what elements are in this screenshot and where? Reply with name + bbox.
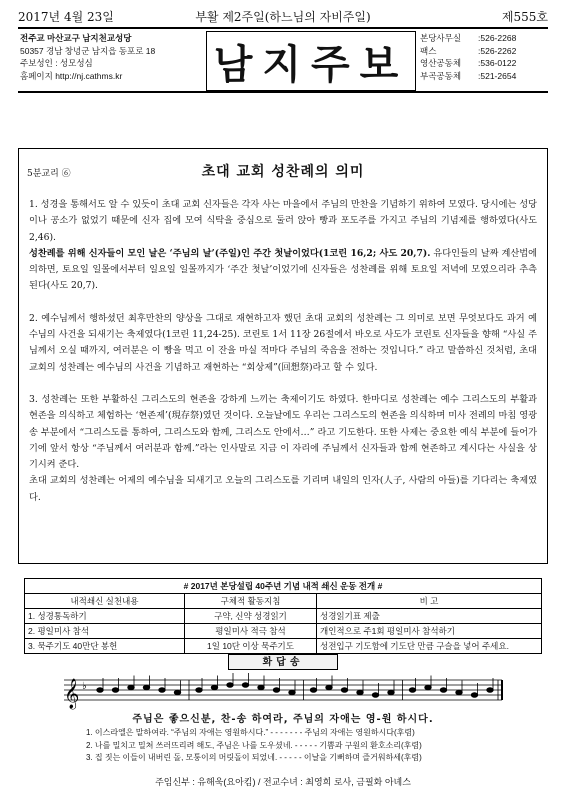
- psalm-verses: [86, 727, 422, 765]
- campaign-title: # 2017년 본당설립 40주년 기념 내적 쇄신 운동 전개 #: [24, 578, 542, 593]
- contact-value: 521-2654: [480, 70, 517, 81]
- note-head: [487, 688, 493, 693]
- paragraph-emphasis: 성찬례를 위해 신자들이 모인 날은 ‘주님의 날’(주일)인 주간 첫날이었다(1코린 16,2; 사도 20,7).: [29, 247, 431, 259]
- article-body: [29, 197, 537, 506]
- table-cell: 2. 평일미사 참석: [25, 624, 185, 639]
- psalm-verse: 1. 이스라엘은 말하여라. “주님의 자애는 영원하시다.” - - - - - - - 주님의 자애는 영원하시다(후렴): [86, 728, 415, 737]
- paragraph-2: 2. 예수님께서 행하셨던 최후만찬의 양상을 그대로 재현하고자 했던 초대 교회의 성찬례는 그 의미로 보면 무엇보다도 과거 예수님의 사건을 되새기는 축제였다(1코린 11,24-25). 코린토 1서 11장 26절에서 바오로 사도가 코린토 신자들을 향해 “사실 주님께서 오실 때까지, 여러분은 이 빵을 먹고 이 잔을 마실 적마다 주님의 죽음을 전하는 것입니다.” 라고 말씀하신 것처럼, 초대 교회의 성찬례는 예수님의 사건을 기념하고 재현하는 “회상제”(回想祭)라고 할 수 있다.: [29, 312, 537, 373]
- series-label: 5분교리 ⑥: [27, 169, 71, 179]
- note-head: [357, 690, 363, 695]
- column-header: 비 고: [317, 594, 542, 609]
- table-cell: 1일 10단 이상 묵주기도: [185, 639, 317, 654]
- paragraph-text: 유다인들의 날짜 계산법에 의하면, 토요일 일몰에서부터 일요일 일몰까지가 ‘주간 첫날’이었기에 신자들은 성찬례를 위해 토요일 저녁에 모였으리라 추측된다(사도 20,7).: [29, 247, 538, 292]
- contact-label: 본당사무실: [420, 33, 462, 43]
- contact-list: [420, 32, 546, 82]
- note-head: [471, 693, 477, 698]
- note-head: [196, 688, 202, 693]
- paragraph-1: [29, 197, 537, 295]
- note-head: [326, 685, 332, 690]
- treble-clef-icon: 𝄞: [64, 679, 80, 709]
- catechism-article: [18, 148, 548, 564]
- contact-label: 영산공동체: [420, 58, 462, 69]
- psalm-verse: 2. 나를 밀치고 밀쳐 쓰러뜨리려 해도, 주님은 나를 도우셨네. - - - - - 기쁨과 구원의 환호소리(후렴): [86, 740, 422, 750]
- note-head: [440, 688, 446, 693]
- note-head: [159, 688, 165, 693]
- contact-label: 부곡공동체: [420, 70, 462, 81]
- note-head: [273, 688, 279, 693]
- note-head: [227, 683, 233, 688]
- note-head: [425, 685, 431, 690]
- paragraph-text: 1. 성경을 통해서도 알 수 있듯이 초대 교회 신자들은 각자 사는 마을에서 주님의 만찬을 기념하기 위하여 모였다. 당시에는 성당이나 공소가 없었기 때문에 신자 집에 모여 식탁을 중심으로 둘러 앉아 빵과 포도주를 가지고 주님의 기념제를 행하였다(사도 2,46).: [29, 199, 538, 243]
- note-head: [97, 688, 103, 693]
- psalm-refrain: 주님은 좋으신분, 찬-송 하여라, 주님의 자애는 영-원 하시다.: [132, 714, 434, 725]
- note-head: [341, 688, 347, 693]
- contact-row: 부곡공동체 : 521-2654: [420, 70, 517, 81]
- contact-label: 팩스: [420, 45, 437, 56]
- flat-icon: ♭: [82, 681, 87, 692]
- table-row: [25, 609, 542, 624]
- note-head: [242, 683, 248, 688]
- table-cell: 구약, 신약 성경읽기: [185, 609, 317, 624]
- note-head: [112, 688, 118, 693]
- article-title: 초대 교회 성찬례의 의미: [201, 164, 365, 180]
- paragraph-4: 초대 교회의 성찬례는 어제의 예수님을 되새기고 오늘의 그리스도를 기리며 내일의 인자(人子, 사람의 아들)를 기다리는 축제였다.: [29, 475, 537, 503]
- note-head: [143, 685, 149, 690]
- clergy-footer: 주임신부 : 유해욱(요아킴) / 전교수녀 : 최영희 로사, 금필화 아녜스: [155, 777, 411, 787]
- note-head: [174, 690, 180, 695]
- note-head: [409, 688, 415, 693]
- note-head: [258, 685, 264, 690]
- table-cell: 성전입구 기도함에 기도단 만큼 구슬을 넣어 주세요.: [317, 639, 542, 654]
- contact-row: 팩스 : 526-2262: [420, 45, 517, 56]
- bulletin-logo: 남지주보: [206, 31, 416, 91]
- table-cell: 1. 성경통독하기: [25, 609, 185, 624]
- note-head: [289, 690, 295, 695]
- masthead: [18, 27, 548, 93]
- column-header: 구체적 활동지침: [185, 594, 317, 609]
- liturgical-day: 부활 제2주일(하느님의 자비주일): [195, 10, 371, 24]
- column-header: 내적쇄신 실천내용: [25, 594, 185, 609]
- contact-row: 본당사무실 : 526-2268: [420, 33, 517, 43]
- note-group: [97, 673, 493, 700]
- paragraph-3: 3. 성찬례는 또한 부활하신 그리스도의 현존을 강하게 느끼는 축제이기도 하였다. 한마디로 성찬례는 예수 그리스도의 부활과 현존을 의식하고 체험하는 ‘현존제’(現存祭)였던 것이다. 오늘날에도 우리는 그리스도의 현존을 의식하며 미사 전례의 마침 영광송 부분에서 “그리스도를 통하여, 그리스도와 함께, 그리스도 안에서…” 라고 기도한다. 또한 사제는 중요한 예식 부분에 들어가기에 앞서 항상 “주님께서 여러분과 함께.”라는 인사말로 지금 이 자리에 주님께서 신자들과 함께 현존하고 계시다는 사실을 상기시켜 준다.: [29, 393, 537, 471]
- contact-value: 526-2262: [480, 45, 517, 56]
- homepage-link[interactable]: 홈페이지 http://nj.cathms.kr: [20, 70, 123, 81]
- parish-info: [20, 32, 205, 82]
- top-info-bar: [18, 8, 548, 26]
- renewal-campaign-table: [24, 578, 542, 654]
- note-head: [456, 690, 462, 695]
- patron-saint: 주보성인 : 성모성심: [20, 58, 93, 69]
- note-head: [128, 685, 134, 690]
- table-cell: 개인적으로 주1회 평일미사 참석하기: [317, 624, 542, 639]
- responsorial-psalm: [60, 654, 506, 725]
- table-header-row: [25, 594, 542, 609]
- psalm-verse: 3. 집 짓는 이들이 내버린 돌, 모퉁이의 머릿돌이 되었네. - - - - - 이날을 기뻐하며 즐거워하세(후렴): [86, 753, 422, 762]
- note-head: [372, 693, 378, 698]
- bulletin-date: 2017년 4월 23일: [18, 10, 114, 24]
- music-staff: [60, 672, 506, 712]
- issue-number: 제555호: [501, 10, 548, 24]
- contact-value: 536-0122: [480, 58, 517, 69]
- contact-value: 526-2268: [480, 33, 517, 43]
- table-cell: 평일미사 적극 참석: [185, 624, 317, 639]
- note-head: [211, 685, 217, 690]
- contact-row: 영산공동체 : 536-0122: [420, 58, 517, 69]
- note-head: [388, 690, 394, 695]
- note-head: [310, 688, 316, 693]
- table-row: [25, 624, 542, 639]
- table-cell: 성경읽기표 제출: [317, 609, 542, 624]
- table-row: [25, 639, 542, 654]
- parish-name: 전주교 마산교구 남지천교성당: [20, 33, 132, 43]
- psalm-title: 화답송: [228, 654, 338, 670]
- campaign-table: [24, 593, 542, 654]
- table-cell: 3. 묵주기도 40만단 봉헌: [25, 639, 185, 654]
- parish-address: 50357 경남 창녕군 남지읍 동포로 18: [20, 45, 156, 56]
